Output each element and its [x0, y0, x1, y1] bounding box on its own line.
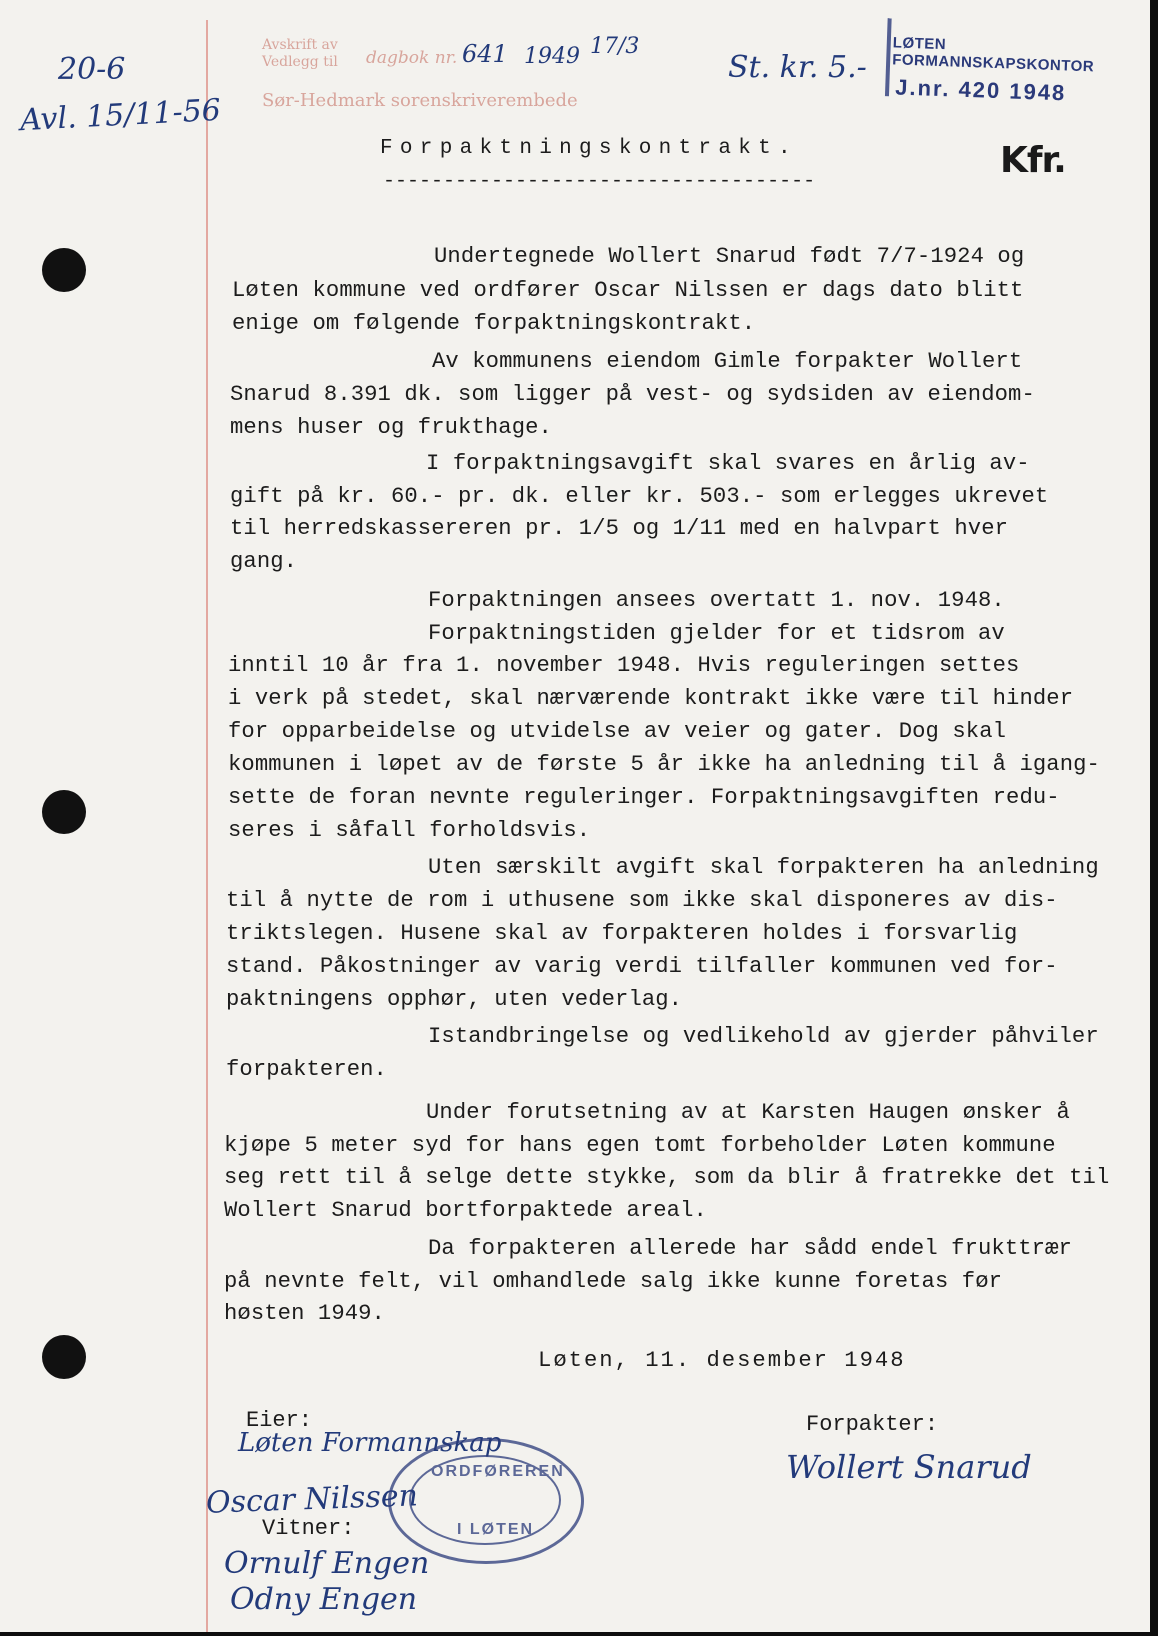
body-line: Snarud 8.391 dk. som ligger på vest- og sydsiden av eiendom-	[230, 382, 1035, 407]
body-line: til å nytte de rom i uthusene som ikke skal disponeres av dis-	[226, 888, 1058, 913]
title-underline: ------------------------------------	[383, 170, 816, 193]
seal-bottom-text: I LØTEN	[457, 1521, 535, 1538]
body-line: enige om følgende forpaktningskontrakt.	[232, 311, 756, 336]
owner-label: Eier:	[246, 1408, 313, 1433]
body-line: i verk på stedet, skal nærværende kontrakt ikke være til hinder	[228, 686, 1074, 711]
body-line: Wollert Snarud bortforpaktede areal.	[224, 1198, 707, 1223]
body-line: kommunen i løpet av de første 5 år ikke ha anledning til å igang-	[228, 752, 1100, 777]
body-line: Under forutsetning av at Karsten Haugen ønsker å	[426, 1100, 1070, 1125]
body-line: kjøpe 5 meter syd for hans egen tomt forbeholder Løten kommune	[224, 1133, 1056, 1158]
punch-hole	[42, 248, 86, 292]
owner-handwritten: Løten Formannskap	[238, 1428, 502, 1458]
stamp-office: LØTEN FORMANNSKAPSKONTOR	[891, 34, 1095, 76]
header-print-vedlegg: Vedlegg til	[262, 54, 338, 70]
margin-note-1: 20-6	[58, 52, 126, 87]
witness-signature-1: Ornulf Engen	[224, 1546, 430, 1581]
body-line: gang.	[230, 549, 298, 574]
witness-label: Vitner:	[262, 1516, 355, 1541]
body-line: gift på kr. 60.- pr. dk. eller kr. 503.- som erlegges ukrevet	[230, 484, 1049, 509]
witness-signature-2: Odny Engen	[230, 1582, 418, 1617]
document-title: Forpaktningskontrakt.	[380, 137, 798, 160]
margin-line	[206, 20, 208, 1632]
body-line: til herredskassereren pr. 1/5 og 1/11 med en halvpart hver	[230, 516, 1009, 541]
body-line: høsten 1949.	[224, 1301, 385, 1326]
punch-hole	[42, 1335, 86, 1379]
body-line: Forpaktningstiden gjelder for et tidsrom av	[428, 621, 1005, 646]
body-line: paktningens opphør, uten vederlag.	[226, 987, 683, 1012]
body-line: Undertegnede Wollert Snarud født 7/7-1924 og	[434, 244, 1025, 269]
municipal-seal	[388, 1438, 584, 1564]
body-line: på nevnte felt, vil omhandlede salg ikke kunne foretas før	[224, 1269, 1003, 1294]
header-dagbok-date: 17/3	[590, 34, 640, 59]
header-dagbok-label: dagbok nr.	[366, 48, 458, 68]
place-date-line: Løten, 11. desember 1948	[538, 1348, 906, 1373]
body-line: for opparbeidelse og utvidelse av veier og gater. Dog skal	[228, 719, 1007, 744]
body-line: I forpaktningsavgift skal svares en årlig av-	[426, 451, 1030, 476]
body-line: inntil 10 år fra 1. november 1948. Hvis reguleringen settes	[228, 653, 1020, 678]
body-line: triktslegen. Husene skal av forpakteren holdes i forsvarlig	[226, 921, 1018, 946]
lessee-label: Forpakter:	[806, 1412, 939, 1437]
margin-note-2: Avl. 15/11-56	[19, 92, 222, 139]
body-line: sette de foran nevnte reguleringer. Forpaktningsavgiften redu-	[228, 785, 1060, 810]
header-court-office: Sør-Hedmark sorenskriverembede	[262, 90, 578, 111]
body-line: forpakteren.	[226, 1057, 387, 1082]
body-line: stand. Påkostninger av varig verdi tilfaller kommunen ved for-	[226, 954, 1058, 979]
body-line: mens huser og frukthage.	[230, 415, 552, 440]
header-dagbok-number: 641	[462, 40, 508, 68]
body-line: Av kommunens eiendom Gimle forpakter Wollert	[432, 349, 1023, 374]
lessee-signature: Wollert Snarud	[786, 1448, 1032, 1486]
header-print-avskrift: Avskrift av	[262, 37, 338, 53]
kfr-mark: Kfr.	[1000, 140, 1066, 181]
body-line: Løten kommune ved ordfører Oscar Nilssen er dags dato blitt	[232, 278, 1024, 303]
body-line: seres i såfall forholdsvis.	[228, 818, 591, 843]
stamp-journal-number: J.nr. 420 1948	[894, 74, 1067, 106]
body-line: Uten særskilt avgift skal forpakteren ha anledning	[428, 855, 1099, 880]
header-dagbok-year: 1949	[524, 44, 580, 69]
owner-signature: Oscar Nilssen	[205, 1478, 419, 1521]
body-line: Istandbringelse og vedlikehold av gjerder påhviler	[428, 1024, 1099, 1049]
seal-top-text: ORDFØREREN	[431, 1463, 565, 1480]
header-reference: St. kr. 5.-	[728, 50, 867, 85]
punch-hole	[42, 790, 86, 834]
body-line: Da forpakteren allerede har sådd endel frukttrær	[428, 1236, 1072, 1261]
registry-stamp	[890, 16, 1103, 119]
body-line: seg rett til å selge dette stykke, som da blir å fratrekke det til	[224, 1165, 1110, 1190]
body-line: Forpaktningen ansees overtatt 1. nov. 1948.	[428, 588, 1005, 613]
